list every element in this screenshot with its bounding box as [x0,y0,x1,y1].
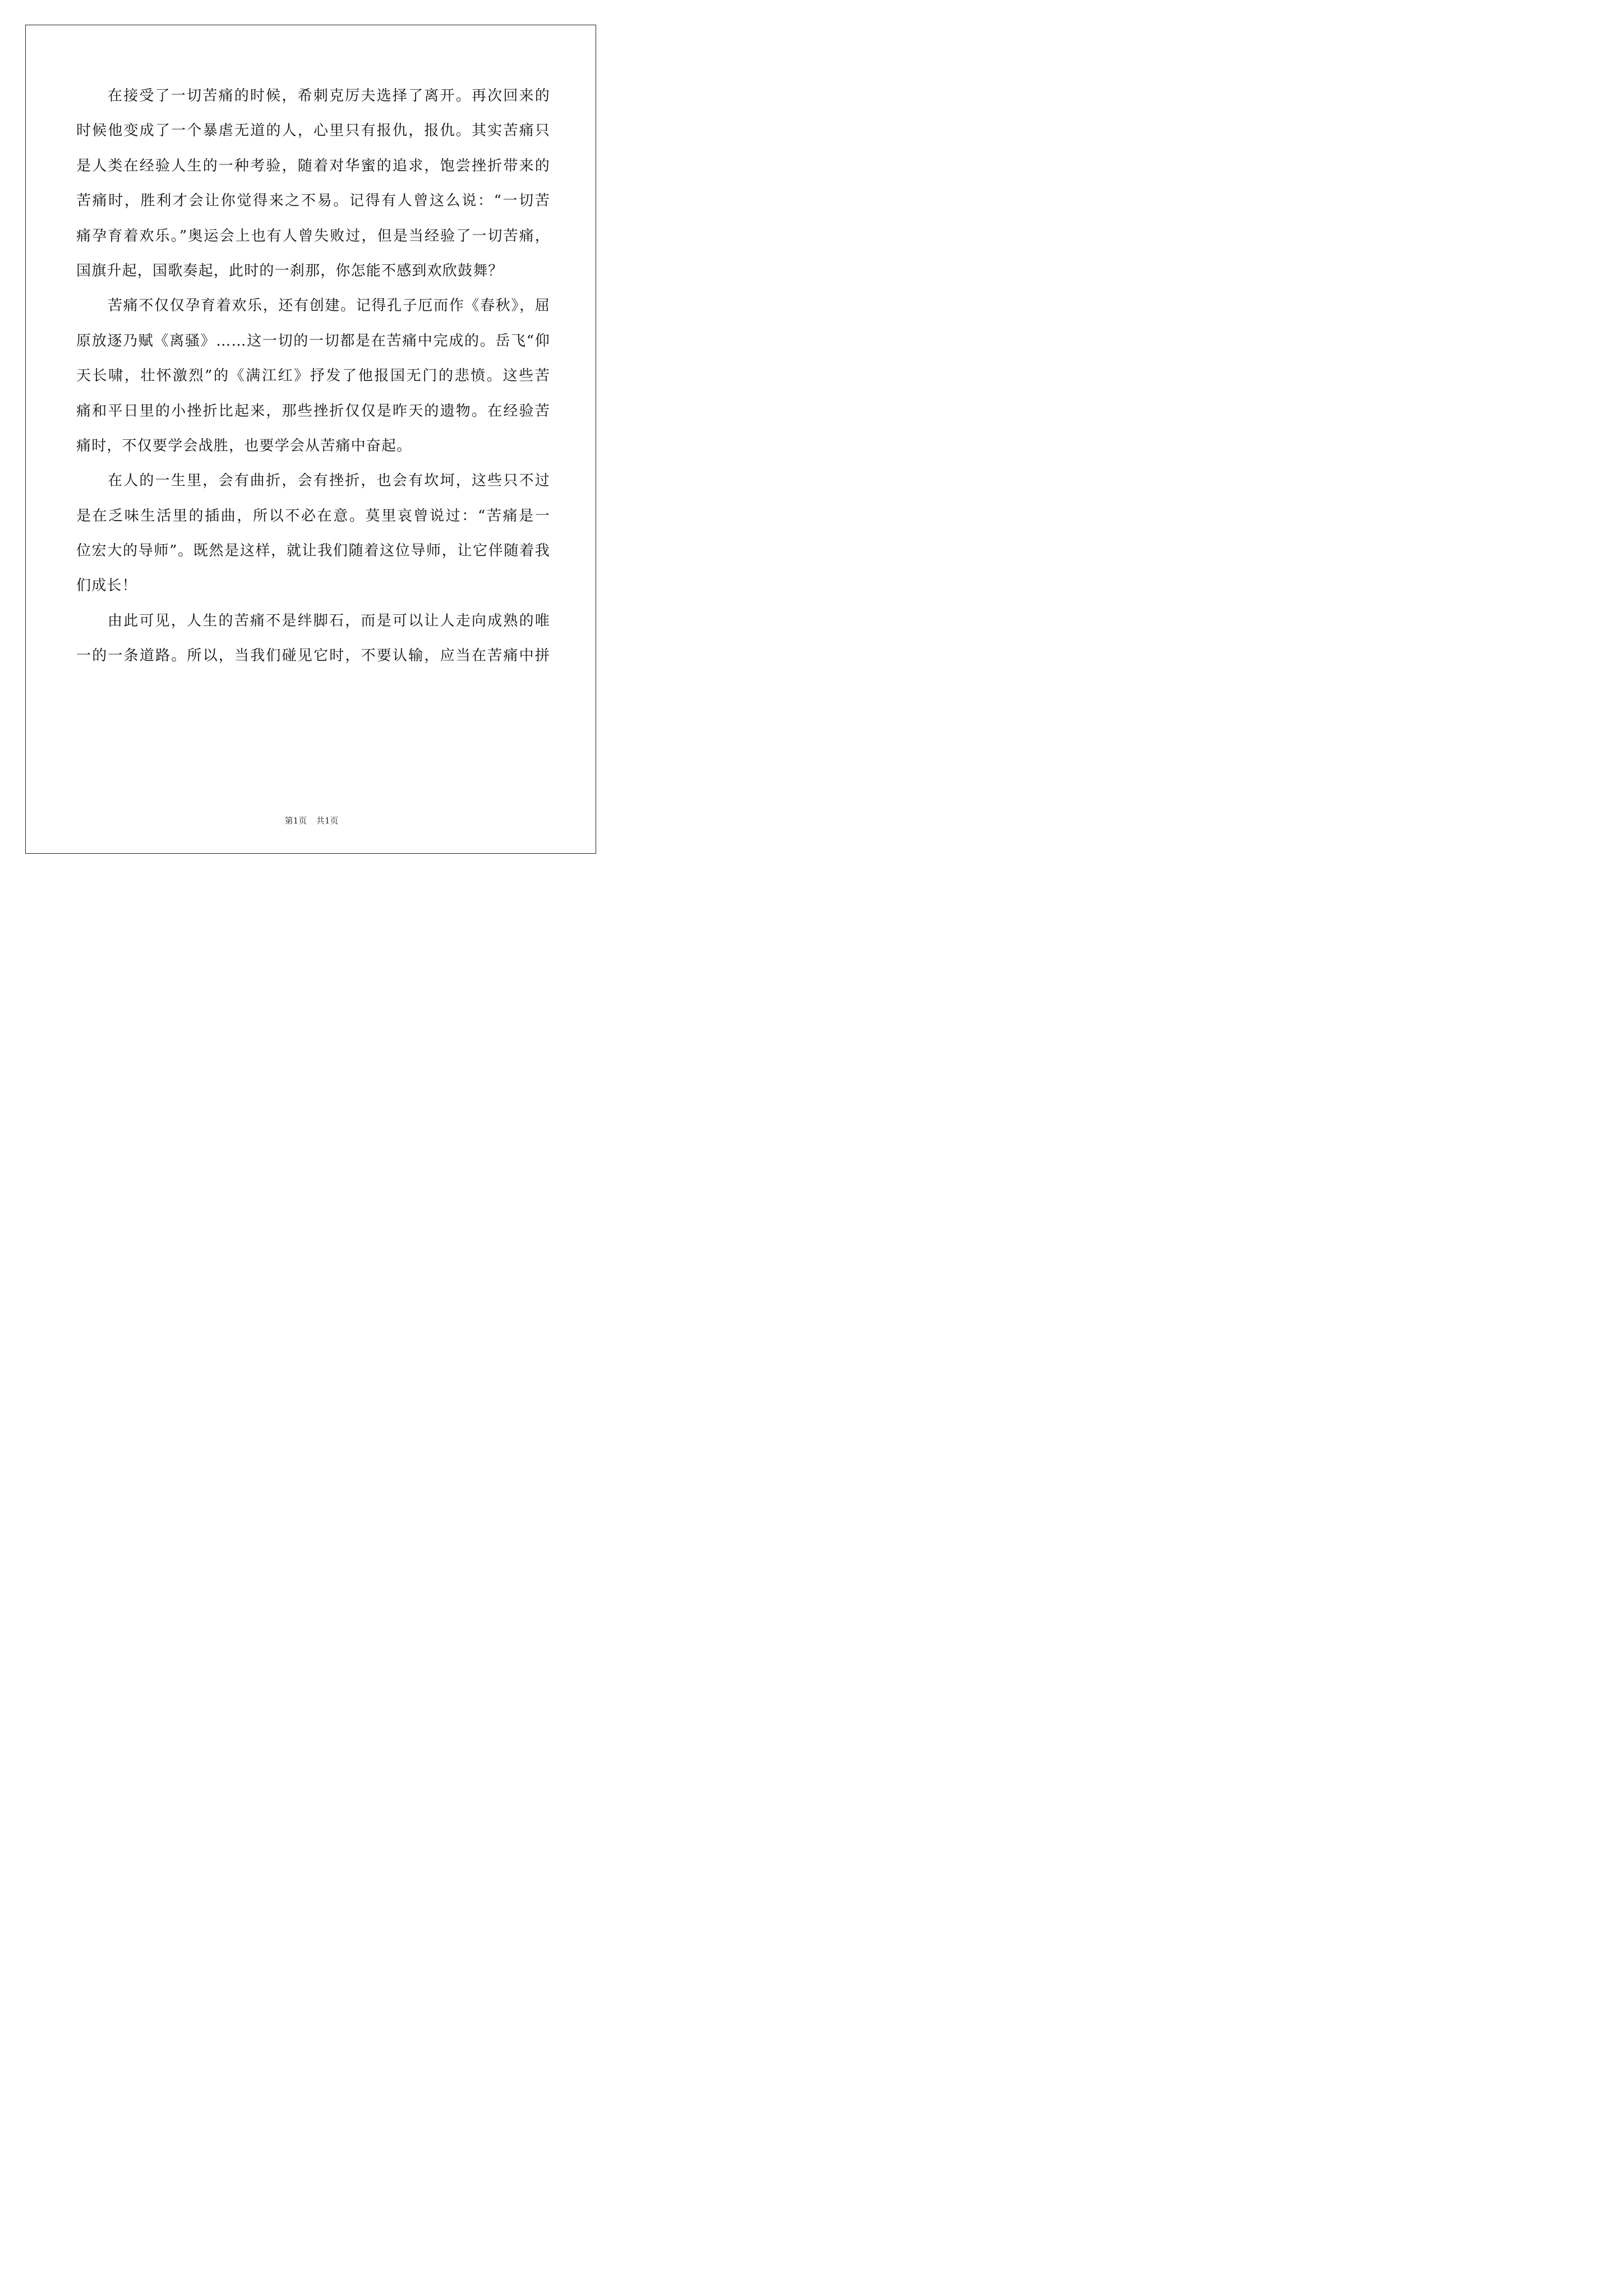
text-line: 们成长！ [76,577,137,595]
document-body [76,79,550,674]
paragraph-4 [76,604,550,674]
text-line: 时候他变成了一个暴虐无道的人，心里只有报仇，报仇。其实苦痛只 [76,122,550,140]
text-line: 痛和平日里的小挫折比起来，那些挫折仅仅是昨天的遗物。在经验苦 [76,402,550,420]
text-line: 位宏大的导师”。既然是这样，就让我们随着这位导师，让它伴随着我 [76,542,550,560]
text-line: 苦痛时，胜利才会让你觉得来之不易。记得有人曾这么说：“一切苦 [76,192,550,210]
page-footer [0,815,623,826]
text-line: 是人类在经验人生的一种考验，随着对华蜜的追求，饱尝挫折带来的 [76,157,550,174]
paragraph-1 [76,79,550,288]
page-total: 共1页 [316,816,339,826]
text-line: 国旗升起，国歌奏起，此时的一刹那，你怎能不感到欢欣鼓舞？ [76,262,504,279]
text-line: 一的一条道路。所以，当我们碰见它时，不要认输，应当在苦痛中拼 [76,647,550,665]
text-line: 天长啸，壮怀激烈”的《满江红》抒发了他报国无门的悲愤。这些苦 [76,367,550,385]
text-line: 是在乏味生活里的插曲，所以不必在意。莫里哀曾说过：“苦痛是一 [76,507,550,524]
text-line: 在接受了一切苦痛的时候，希刺克厉夫选择了离开。再次回来的 [108,88,550,104]
paragraph-3 [76,463,550,604]
text-line: 痛孕育着欢乐。”奥运会上也有人曾失败过，但是当经验了一切苦痛， [76,227,550,245]
page-number: 第1页 [284,816,307,826]
text-line: 由此可见，人生的苦痛不是绊脚石，而是可以让人走向成熟的唯 [108,612,550,629]
text-line: 原放逐乃赋《离骚》……这一切的一切都是在苦痛中完成的。岳飞“仰 [76,332,550,349]
text-line: 痛时，不仅要学会战胜，也要学会从苦痛中奋起。 [76,437,412,454]
text-line: 苦痛不仅仅孕育着欢乐，还有创建。记得孔子厄而作《春秋》，屈 [108,297,550,315]
paragraph-2 [76,288,550,463]
text-line: 在人的一生里，会有曲折，会有挫折，也会有坎坷，这些只不过 [108,472,550,490]
